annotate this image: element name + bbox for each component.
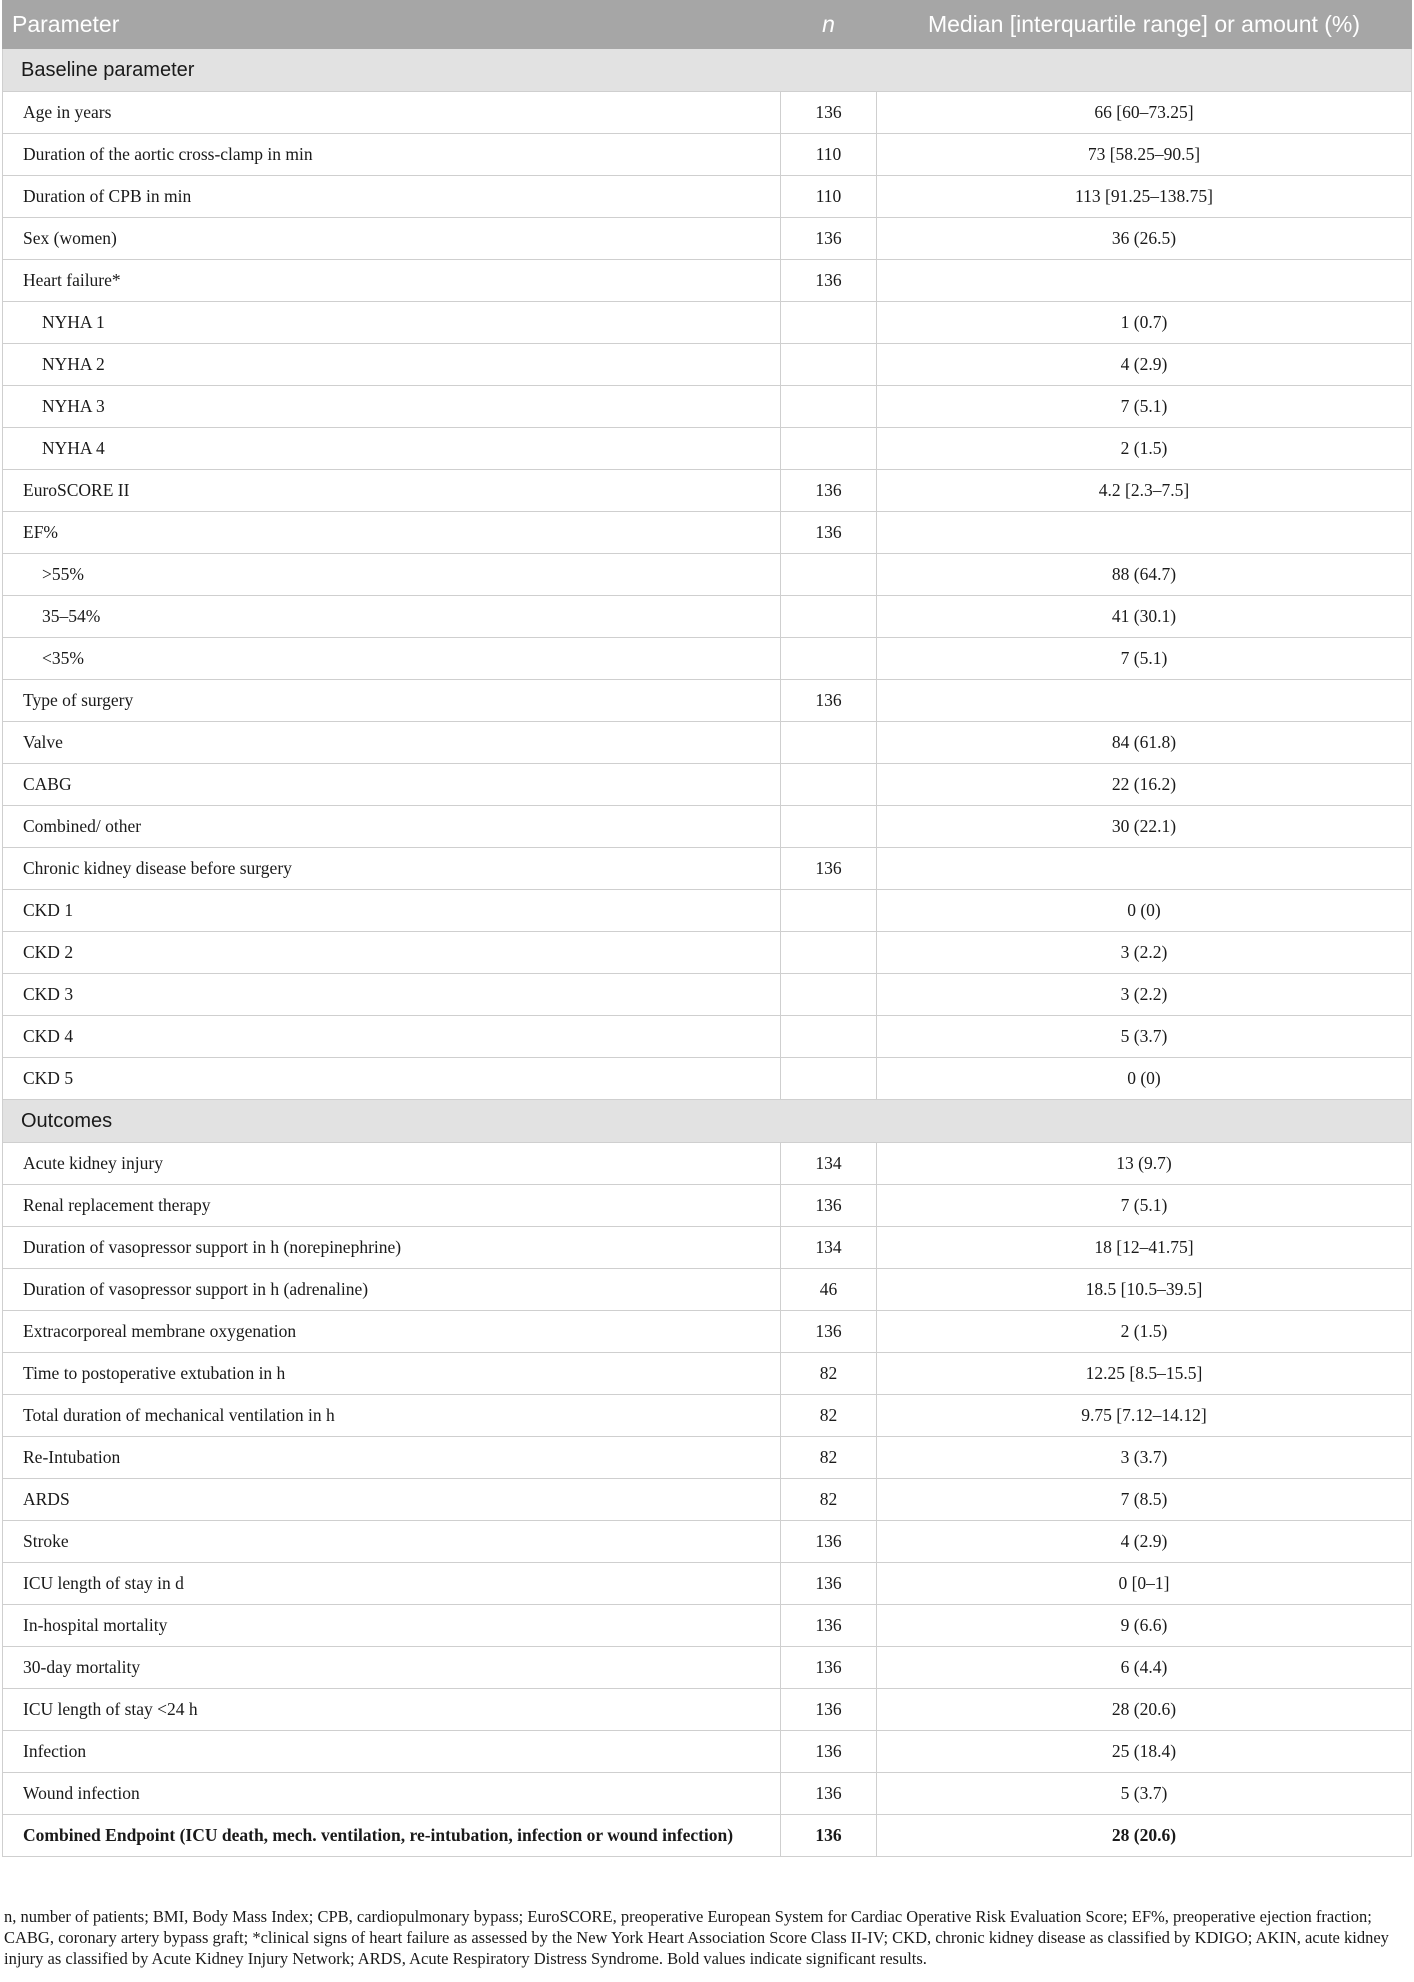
value-cell <box>877 848 1412 890</box>
table-row <box>3 1605 1412 1647</box>
n-cell: 134 <box>781 1143 877 1185</box>
table-row <box>3 680 1412 722</box>
n-cell: 136 <box>781 1311 877 1353</box>
table-row <box>3 974 1412 1016</box>
value-cell: 7 (5.1) <box>877 638 1412 680</box>
n-cell <box>781 302 877 344</box>
parameter-cell: ICU length of stay <24 h <box>3 1689 781 1731</box>
n-cell <box>781 764 877 806</box>
n-cell: 136 <box>781 1815 877 1857</box>
value-cell <box>877 260 1412 302</box>
value-cell: 7 (5.1) <box>877 1185 1412 1227</box>
table-row <box>3 722 1412 764</box>
n-cell <box>781 1058 877 1100</box>
parameter-cell: NYHA 3 <box>3 386 781 428</box>
parameter-cell: ICU length of stay in d <box>3 1563 781 1605</box>
n-cell <box>781 722 877 764</box>
value-cell: 5 (3.7) <box>877 1016 1412 1058</box>
table-row <box>3 1731 1412 1773</box>
value-cell: 18 [12–41.75] <box>877 1227 1412 1269</box>
parameter-cell: 35–54% <box>3 596 781 638</box>
value-cell: 3 (3.7) <box>877 1437 1412 1479</box>
table-row <box>3 260 1412 302</box>
table-row <box>3 218 1412 260</box>
parameter-cell: Duration of CPB in min <box>3 176 781 218</box>
header-value: Median [interquartile range] or amount (%) <box>877 1 1412 49</box>
parameter-cell: <35% <box>3 638 781 680</box>
value-cell: 66 [60–73.25] <box>877 92 1412 134</box>
parameter-cell: Infection <box>3 1731 781 1773</box>
parameter-cell: In-hospital mortality <box>3 1605 781 1647</box>
table-row <box>3 1016 1412 1058</box>
value-cell <box>877 512 1412 554</box>
table-row <box>3 470 1412 512</box>
table-row <box>3 1563 1412 1605</box>
parameter-cell: Chronic kidney disease before surgery <box>3 848 781 890</box>
parameter-cell: Extracorporeal membrane oxygenation <box>3 1311 781 1353</box>
value-cell: 88 (64.7) <box>877 554 1412 596</box>
table-row <box>3 764 1412 806</box>
parameter-cell: 30-day mortality <box>3 1647 781 1689</box>
parameter-cell: CABG <box>3 764 781 806</box>
n-cell: 136 <box>781 1731 877 1773</box>
parameter-cell: CKD 3 <box>3 974 781 1016</box>
value-cell: 25 (18.4) <box>877 1731 1412 1773</box>
n-cell: 136 <box>781 1647 877 1689</box>
n-cell <box>781 596 877 638</box>
value-cell: 84 (61.8) <box>877 722 1412 764</box>
n-cell: 110 <box>781 176 877 218</box>
n-cell <box>781 638 877 680</box>
results-table <box>2 0 1412 1857</box>
parameter-cell: >55% <box>3 554 781 596</box>
parameter-cell: Duration of vasopressor support in h (norepinephrine) <box>3 1227 781 1269</box>
n-cell: 136 <box>781 1605 877 1647</box>
n-cell <box>781 344 877 386</box>
table-row <box>3 638 1412 680</box>
n-cell: 136 <box>781 1689 877 1731</box>
n-cell: 82 <box>781 1353 877 1395</box>
header-parameter: Parameter <box>3 1 781 49</box>
value-cell: 2 (1.5) <box>877 428 1412 470</box>
value-cell: 30 (22.1) <box>877 806 1412 848</box>
value-cell: 18.5 [10.5–39.5] <box>877 1269 1412 1311</box>
n-cell <box>781 890 877 932</box>
table-row <box>3 596 1412 638</box>
value-cell: 7 (8.5) <box>877 1479 1412 1521</box>
value-cell: 28 (20.6) <box>877 1815 1412 1857</box>
table-row <box>3 386 1412 428</box>
header-n: n <box>781 1 877 49</box>
table-row <box>3 1521 1412 1563</box>
n-cell: 46 <box>781 1269 877 1311</box>
table-row <box>3 806 1412 848</box>
parameter-cell: ARDS <box>3 1479 781 1521</box>
table-row <box>3 1227 1412 1269</box>
table-row <box>3 554 1412 596</box>
table-row <box>3 1269 1412 1311</box>
table-row <box>3 134 1412 176</box>
parameter-cell: Wound infection <box>3 1773 781 1815</box>
parameter-cell: NYHA 2 <box>3 344 781 386</box>
table-row <box>3 512 1412 554</box>
parameter-cell: CKD 2 <box>3 932 781 974</box>
value-cell: 6 (4.4) <box>877 1647 1412 1689</box>
table-row <box>3 1058 1412 1100</box>
n-cell <box>781 1016 877 1058</box>
table-row <box>3 344 1412 386</box>
value-cell: 1 (0.7) <box>877 302 1412 344</box>
n-cell <box>781 974 877 1016</box>
section-title: Outcomes <box>3 1100 1412 1143</box>
n-cell: 134 <box>781 1227 877 1269</box>
n-cell <box>781 806 877 848</box>
n-cell: 136 <box>781 218 877 260</box>
value-cell: 9.75 [7.12–14.12] <box>877 1395 1412 1437</box>
table-row <box>3 1479 1412 1521</box>
n-cell: 110 <box>781 134 877 176</box>
table-row <box>3 890 1412 932</box>
value-cell: 28 (20.6) <box>877 1689 1412 1731</box>
table-row <box>3 428 1412 470</box>
section-header-row <box>3 49 1412 92</box>
parameter-cell: CKD 4 <box>3 1016 781 1058</box>
n-cell: 82 <box>781 1395 877 1437</box>
n-cell: 136 <box>781 1185 877 1227</box>
parameter-cell: Combined/ other <box>3 806 781 848</box>
value-cell: 36 (26.5) <box>877 218 1412 260</box>
table-row <box>3 1185 1412 1227</box>
n-cell: 82 <box>781 1437 877 1479</box>
table-row <box>3 1353 1412 1395</box>
value-cell: 0 (0) <box>877 1058 1412 1100</box>
n-cell: 136 <box>781 1563 877 1605</box>
value-cell: 22 (16.2) <box>877 764 1412 806</box>
value-cell: 9 (6.6) <box>877 1605 1412 1647</box>
table-row <box>3 1815 1412 1857</box>
section-title: Baseline parameter <box>3 49 1412 92</box>
parameter-cell: Total duration of mechanical ventilation in h <box>3 1395 781 1437</box>
table-row <box>3 1311 1412 1353</box>
parameter-cell: EuroSCORE II <box>3 470 781 512</box>
table-row <box>3 848 1412 890</box>
n-cell <box>781 386 877 428</box>
parameter-cell: Age in years <box>3 92 781 134</box>
parameter-cell: CKD 1 <box>3 890 781 932</box>
parameter-cell: Duration of vasopressor support in h (adrenaline) <box>3 1269 781 1311</box>
n-cell: 136 <box>781 1773 877 1815</box>
table-row <box>3 932 1412 974</box>
parameter-cell: Duration of the aortic cross-clamp in min <box>3 134 781 176</box>
value-cell: 3 (2.2) <box>877 974 1412 1016</box>
n-cell: 82 <box>781 1479 877 1521</box>
n-cell: 136 <box>781 680 877 722</box>
value-cell: 3 (2.2) <box>877 932 1412 974</box>
value-cell: 4.2 [2.3–7.5] <box>877 470 1412 512</box>
table-row <box>3 302 1412 344</box>
parameter-cell: Re-Intubation <box>3 1437 781 1479</box>
n-cell <box>781 428 877 470</box>
section-header-row <box>3 1100 1412 1143</box>
parameter-cell: NYHA 1 <box>3 302 781 344</box>
value-cell: 12.25 [8.5–15.5] <box>877 1353 1412 1395</box>
table-row <box>3 92 1412 134</box>
n-cell: 136 <box>781 92 877 134</box>
parameter-cell: Combined Endpoint (ICU death, mech. ventilation, re-intubation, infection or wound infection) <box>3 1815 781 1857</box>
parameter-cell: Type of surgery <box>3 680 781 722</box>
n-cell <box>781 932 877 974</box>
parameter-cell: Valve <box>3 722 781 764</box>
table-row <box>3 1395 1412 1437</box>
parameter-cell: Renal replacement therapy <box>3 1185 781 1227</box>
table-row <box>3 1143 1412 1185</box>
value-cell: 5 (3.7) <box>877 1773 1412 1815</box>
n-cell: 136 <box>781 512 877 554</box>
n-cell: 136 <box>781 1521 877 1563</box>
parameter-cell: NYHA 4 <box>3 428 781 470</box>
table-row <box>3 1437 1412 1479</box>
n-cell: 136 <box>781 260 877 302</box>
value-cell: 0 (0) <box>877 890 1412 932</box>
value-cell: 4 (2.9) <box>877 344 1412 386</box>
parameter-cell: Acute kidney injury <box>3 1143 781 1185</box>
parameter-cell: Time to postoperative extubation in h <box>3 1353 781 1395</box>
value-cell <box>877 680 1412 722</box>
table-row <box>3 1689 1412 1731</box>
parameter-cell: CKD 5 <box>3 1058 781 1100</box>
table-row <box>3 1647 1412 1689</box>
table-body <box>3 49 1412 1857</box>
table-footnote: n, number of patients; BMI, Body Mass Index; CPB, cardiopulmonary bypass; EuroSCORE, preoperative European System for Cardiac Operative Risk Evaluation Score; EF%, preoperative ejection fraction; CABG, coronary artery bypass graft; *clinical signs of heart failure as assessed by the New York Heart Association Score Class II-IV; CKD, chronic kidney disease as classified by KDIGO; AKIN, acute kidney injury as classified by Acute Kidney Injury Network; ARDS, Acute Respiratory Distress Syndrome. Bold values indicate significant results. <box>4 1907 1389 1968</box>
parameter-cell: Heart failure* <box>3 260 781 302</box>
value-cell: 0 [0–1] <box>877 1563 1412 1605</box>
table-row <box>3 176 1412 218</box>
value-cell: 41 (30.1) <box>877 596 1412 638</box>
value-cell: 7 (5.1) <box>877 386 1412 428</box>
parameter-cell: Stroke <box>3 1521 781 1563</box>
value-cell: 113 [91.25–138.75] <box>877 176 1412 218</box>
n-cell: 136 <box>781 848 877 890</box>
parameter-cell: Sex (women) <box>3 218 781 260</box>
n-cell: 136 <box>781 470 877 512</box>
n-cell <box>781 554 877 596</box>
table-row <box>3 1773 1412 1815</box>
value-cell: 73 [58.25–90.5] <box>877 134 1412 176</box>
parameter-cell: EF% <box>3 512 781 554</box>
value-cell: 4 (2.9) <box>877 1521 1412 1563</box>
header-row <box>3 1 1412 49</box>
value-cell: 13 (9.7) <box>877 1143 1412 1185</box>
value-cell: 2 (1.5) <box>877 1311 1412 1353</box>
